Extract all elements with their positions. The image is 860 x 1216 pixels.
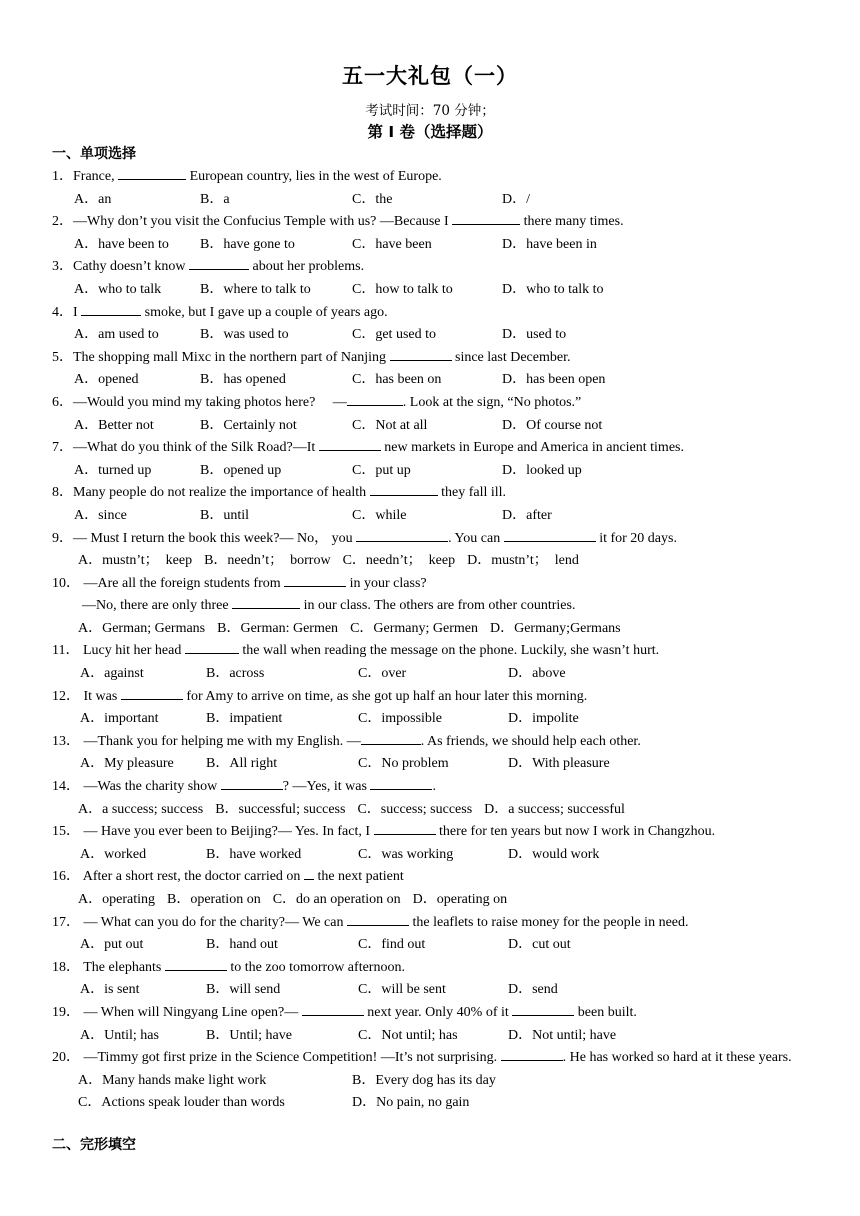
question-item xyxy=(52,957,812,1002)
question-stem: 11． Lucy hit her head the wall when reading the message on the phone. Luckily, she wasn’t hurt. xyxy=(52,643,660,659)
options-row xyxy=(52,189,812,212)
answer-option: A．Better not xyxy=(74,417,154,433)
answer-blank xyxy=(347,913,409,926)
question-stem: 3．Cathy doesn’t know about her problems. xyxy=(52,259,365,275)
question-number: 20． xyxy=(52,1050,80,1066)
section-heading-single-choice: 一、单项选择 xyxy=(52,146,136,162)
question-stem: 4．I smoke, but I gave up a couple of years ago. xyxy=(52,304,388,320)
answer-option: C．find out xyxy=(358,937,426,953)
answer-option: D．a success; successful xyxy=(484,801,625,817)
answer-option: C．get used to xyxy=(352,327,436,343)
answer-blank xyxy=(374,822,436,835)
answer-option: C．Not until; has xyxy=(358,1027,458,1043)
answer-option: B．have gone to xyxy=(200,236,295,252)
answer-option: A．mustn’t； keep xyxy=(78,553,193,569)
question-number: 15． xyxy=(52,824,80,840)
answer-blank xyxy=(81,303,141,316)
answer-option: D．have been in xyxy=(502,236,597,252)
answer-option: D．Germany;Germans xyxy=(489,620,621,636)
question-item xyxy=(52,686,812,731)
answer-option: D．impolite xyxy=(508,711,579,727)
options-row xyxy=(52,708,812,731)
question-item xyxy=(52,347,812,392)
question-stem: 8．Many people do not realize the importance of health they fall ill. xyxy=(52,485,507,501)
question-stem: 10． —Are all the foreign students from in your class? xyxy=(52,575,427,591)
question-stem: 6．—Would you mind my taking photos here? — . Look at the sign, “No photos.” xyxy=(52,394,582,410)
question-stem: 14． —Was the charity show ? —Yes, it was . xyxy=(52,779,436,795)
question-stem: 12． It was for Amy to arrive on time, as she got up half an hour later this morning. xyxy=(52,688,588,704)
answer-option: C．was working xyxy=(358,846,454,862)
question-item xyxy=(52,866,812,911)
answer-option: B．operation on xyxy=(166,892,261,907)
options-row xyxy=(52,324,812,347)
answer-option: D．Of course not xyxy=(502,417,603,433)
answer-blank xyxy=(501,1048,563,1061)
answer-option: B．will send xyxy=(206,982,281,998)
options-row xyxy=(52,979,812,1002)
answer-option: B．opened up xyxy=(200,462,282,478)
answer-blank xyxy=(390,348,452,361)
answer-option: C．will be sent xyxy=(358,982,446,998)
section-heading-cloze: 二、完形填空 xyxy=(52,1137,136,1153)
answer-option: A．operating xyxy=(78,892,155,907)
answer-blank xyxy=(221,777,283,790)
options-row xyxy=(52,1070,812,1093)
question-stem: 5．The shopping mall Mixc in the northern part of Nanjing since last December. xyxy=(52,349,571,365)
answer-option: A．put out xyxy=(80,937,144,953)
answer-option: C．put up xyxy=(352,462,411,478)
options-row xyxy=(52,1092,812,1115)
answer-option: C．how to talk to xyxy=(352,281,453,297)
question-stem-continued: —No, there are only three in our class. The others are from other countries. xyxy=(82,598,576,614)
answer-option: C．Not at all xyxy=(352,417,428,433)
options-row xyxy=(52,369,812,392)
answer-option: B．Certainly not xyxy=(200,417,297,433)
answer-option: C．while xyxy=(352,507,407,523)
answer-option: B．was used to xyxy=(200,327,289,343)
answer-option: D．mustn’t； lend xyxy=(467,553,579,569)
answer-option: A．opened xyxy=(74,372,139,388)
question-item xyxy=(52,482,812,527)
answer-blank xyxy=(189,257,249,270)
answer-option: B．have worked xyxy=(206,846,302,862)
options-row xyxy=(52,415,812,438)
question-number: 2． xyxy=(52,214,73,230)
answer-option: B．All right xyxy=(206,756,278,772)
answer-option: B．Every dog has its day xyxy=(352,1072,496,1088)
answer-option: C．the xyxy=(352,191,393,207)
question-stem: 20． —Timmy got first prize in the Science Competition! —It’s not surprising. . He has worked so hard at it these years. xyxy=(52,1050,792,1066)
question-number: 4． xyxy=(52,304,73,320)
answer-option: B．impatient xyxy=(206,711,283,727)
answer-blank xyxy=(121,687,183,700)
answer-option: B．a xyxy=(200,191,230,207)
options-row xyxy=(52,889,812,912)
answer-option: D．With pleasure xyxy=(508,756,610,772)
question-list xyxy=(52,166,812,1115)
answer-option: C．success; success xyxy=(357,801,473,817)
answer-option: A．since xyxy=(74,507,127,523)
question-stem: 19． — When will Ningyang Line open?— next year. Only 40% of it been built. xyxy=(52,1004,637,1020)
answer-option: A．against xyxy=(80,666,144,682)
answer-option: A．turned up xyxy=(74,462,152,478)
answer-option: A．an xyxy=(74,191,112,207)
answer-option: D．/ xyxy=(502,191,530,207)
question-item xyxy=(52,211,812,256)
options-row xyxy=(52,844,812,867)
answer-option: A．Until; has xyxy=(80,1027,159,1043)
question-number: 1． xyxy=(52,169,73,184)
answer-option: B．hand out xyxy=(206,937,278,953)
answer-option: A．have been to xyxy=(74,236,169,252)
answer-option: D．above xyxy=(508,666,566,682)
answer-option: C．over xyxy=(358,666,407,682)
answer-blank xyxy=(504,529,596,542)
question-stem: 16． After a short rest, the doctor carried on the next patient xyxy=(52,869,404,885)
answer-option: C．Germany; Germen xyxy=(350,620,478,636)
question-number: 18． xyxy=(52,959,80,975)
options-row xyxy=(52,663,812,686)
answer-option: B．across xyxy=(206,666,265,682)
answer-blank xyxy=(185,641,239,654)
question-stem: 15． — Have you ever been to Beijing?— Yes. In fact, I there for ten years but now I work in Changzhou. xyxy=(52,824,716,840)
question-item xyxy=(52,1047,812,1115)
answer-option: B．until xyxy=(200,507,250,523)
question-number: 7． xyxy=(52,440,73,456)
answer-option: D．cut out xyxy=(508,937,571,953)
question-number: 19． xyxy=(52,1004,80,1020)
options-row xyxy=(52,934,812,957)
answer-blank xyxy=(304,867,314,880)
question-stem: 7．—What do you think of the Silk Road?—It new markets in Europe and America in ancient times. xyxy=(52,440,684,456)
answer-option: C．have been xyxy=(352,236,432,252)
options-row xyxy=(52,1025,812,1048)
question-item xyxy=(52,166,812,211)
question-item xyxy=(52,1002,812,1047)
question-item xyxy=(52,640,812,685)
answer-option: A．who to talk xyxy=(74,281,162,297)
answer-option: B．successful; success xyxy=(215,801,346,817)
answer-option: A．important xyxy=(80,711,159,727)
answer-option: D．send xyxy=(508,982,558,998)
question-item xyxy=(52,256,812,301)
question-number: 6． xyxy=(52,394,73,410)
question-number: 14． xyxy=(52,779,80,795)
options-row xyxy=(52,753,812,776)
options-row xyxy=(52,460,812,483)
answer-option: B．Until; have xyxy=(206,1027,292,1043)
answer-option: B．has opened xyxy=(200,372,286,388)
question-stem: 13． —Thank you for helping me with my English. — . As friends, we should help each other. xyxy=(52,733,641,749)
answer-option: A．Many hands make light work xyxy=(78,1072,267,1088)
question-item xyxy=(52,528,812,573)
answer-blank xyxy=(319,438,381,451)
answer-option: A．a success; success xyxy=(78,801,204,817)
answer-option: C．impossible xyxy=(358,711,443,727)
answer-option: D．No pain, no gain xyxy=(352,1095,470,1111)
answer-option: A．is sent xyxy=(80,982,140,998)
answer-blank xyxy=(361,732,421,745)
question-number: 5． xyxy=(52,349,73,365)
answer-option: D．has been open xyxy=(502,372,606,388)
answer-option: A．worked xyxy=(80,846,147,862)
answer-option: B．where to talk to xyxy=(200,281,311,297)
exam-time: 考试时间：70 分钟； xyxy=(365,103,495,119)
answer-blank xyxy=(165,958,227,971)
question-item xyxy=(52,821,812,866)
answer-blank xyxy=(232,596,300,609)
question-number: 13． xyxy=(52,733,80,749)
question-number: 12． xyxy=(52,688,80,704)
options-row xyxy=(52,234,812,257)
answer-blank xyxy=(512,1003,574,1016)
question-item xyxy=(52,302,812,347)
answer-blank xyxy=(356,529,448,542)
answer-option: D．Not until; have xyxy=(508,1027,617,1043)
answer-blank xyxy=(370,777,432,790)
options-row xyxy=(52,279,812,302)
question-item xyxy=(52,437,812,482)
answer-blank xyxy=(302,1003,364,1016)
answer-option: C．do an operation on xyxy=(272,892,401,907)
options-row xyxy=(52,550,812,573)
answer-option: B．needn’t； borrow xyxy=(204,553,331,569)
question-stem: 17． — What can you do for the charity?— We can the leaflets to raise money for the people in need. xyxy=(52,914,689,930)
answer-option: A．am used to xyxy=(74,327,159,343)
answer-blank xyxy=(118,167,186,180)
answer-option: C．No problem xyxy=(358,756,449,772)
answer-option: C．needn’t； keep xyxy=(342,553,456,569)
question-number: 3． xyxy=(52,259,73,275)
answer-option: D．after xyxy=(502,507,552,523)
question-item xyxy=(52,776,812,821)
answer-blank xyxy=(284,574,346,587)
answer-blank xyxy=(452,212,520,225)
question-stem: 9．— Must I return the book this week?— No， you . You can it for 20 days. xyxy=(52,530,677,546)
answer-option: D．operating on xyxy=(412,892,508,907)
answer-option: D．who to talk to xyxy=(502,281,604,297)
question-item xyxy=(52,731,812,776)
answer-option: A．My pleasure xyxy=(80,756,174,772)
question-stem: 1．France, European country, lies in the west of Europe. xyxy=(52,169,442,184)
question-stem: 18． The elephants to the zoo tomorrow afternoon. xyxy=(52,959,405,975)
answer-option: D．looked up xyxy=(502,462,582,478)
answer-option: C．has been on xyxy=(352,372,442,388)
answer-option: D．used to xyxy=(502,327,567,343)
question-number: 9． xyxy=(52,530,73,546)
question-number: 16． xyxy=(52,869,80,885)
question-item xyxy=(52,392,812,437)
options-row xyxy=(52,505,812,528)
question-number: 8． xyxy=(52,485,73,501)
answer-blank xyxy=(370,483,438,496)
part-title: 第 I 卷（选择题） xyxy=(367,123,493,141)
question-number: 11． xyxy=(52,643,80,659)
question-number: 17． xyxy=(52,914,80,930)
answer-option: B．German: Germen xyxy=(217,620,339,636)
question-item xyxy=(52,573,812,641)
options-row xyxy=(52,799,812,822)
page-title: 五一大礼包（一） xyxy=(342,64,518,88)
answer-option: D．would work xyxy=(508,846,600,862)
question-stem: 2．—Why don’t you visit the Confucius Temple with us? —Because I there many times. xyxy=(52,214,624,230)
answer-option: A．German; Germans xyxy=(78,620,206,636)
answer-option: C．Actions speak louder than words xyxy=(78,1095,285,1111)
question-number: 10． xyxy=(52,575,80,591)
answer-blank xyxy=(347,393,403,406)
options-row xyxy=(52,618,812,641)
question-item xyxy=(52,912,812,957)
